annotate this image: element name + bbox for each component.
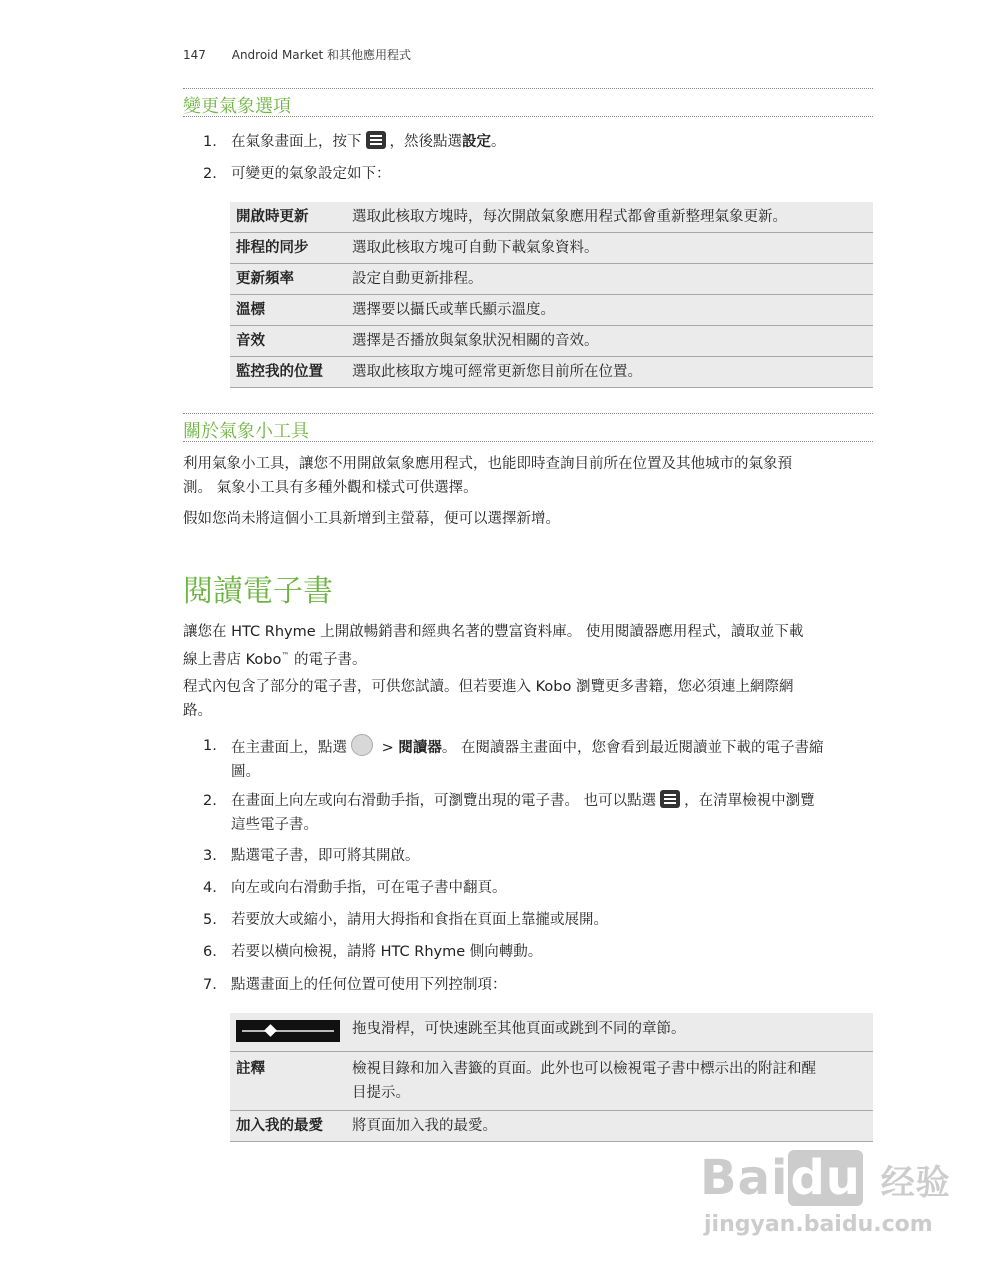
- reader-controls-table: [230, 1013, 873, 1142]
- trademark: ™: [281, 651, 290, 660]
- table-row: [230, 357, 873, 388]
- chapter-title: Android Market 和其他應用程式: [231, 48, 412, 62]
- text: 線上書店 Kobo: [183, 651, 282, 668]
- section-heading: 關於氣象小工具: [183, 421, 309, 442]
- setting-name: 音效: [230, 326, 346, 357]
- divider: [183, 441, 873, 442]
- step-text: ，然後點選: [389, 134, 462, 150]
- setting-desc: 設定自動更新排程。: [346, 264, 873, 295]
- setting-desc: 選取此核取方塊可經常更新您目前所在位置。: [346, 357, 873, 388]
- step-number: 3.: [203, 848, 217, 864]
- paragraph-line: 利用氣象小工具，讓您不用開啟氣象應用程式，也能即時查詢目前所在位置及其他城市的氣象預: [183, 456, 792, 472]
- step-text: 點選畫面上的任何位置可使用下列控制項：: [231, 977, 507, 993]
- watermark-cn: 经验: [880, 1163, 951, 1203]
- step-text: 在畫面上向左或向右滑動手指，可瀏覽出現的電子書。 也可以點選: [231, 793, 657, 809]
- divider: [183, 413, 873, 414]
- paragraph-line: 測。 氣象小工具有多種外觀和樣式可供選擇。: [183, 480, 478, 496]
- step-number: 1.: [203, 738, 217, 754]
- table-row: [230, 233, 873, 264]
- control-name: 註釋: [230, 1052, 346, 1111]
- paragraph-line: 讓您在 HTC Rhyme 上開啟暢銷書和經典名著的豐富資料庫。 使用閱讀器應用程式，讀取並下載: [183, 624, 804, 640]
- watermark-url: jingyan.baidu.com: [704, 1212, 933, 1237]
- section-heading: 變更氣象選項: [183, 96, 291, 117]
- step-bold: 閱讀器: [398, 740, 442, 756]
- paragraph-line: [183, 644, 873, 672]
- divider: [183, 88, 873, 89]
- all-apps-icon: [351, 734, 373, 756]
- step-number: 6.: [203, 944, 217, 960]
- table-row: [230, 264, 873, 295]
- table-row: [230, 1052, 873, 1111]
- slider-icon: [236, 1020, 340, 1042]
- step-text: 在氣象畫面上，按下: [231, 134, 362, 150]
- table-row: [230, 326, 873, 357]
- step-text: 可變更的氣象設定如下：: [231, 166, 391, 182]
- paragraph: 假如您尚未將這個小工具新增到主螢幕，便可以選擇新增。: [183, 511, 560, 527]
- control-name: 加入我的最愛: [230, 1111, 346, 1142]
- table-row: [230, 1013, 873, 1052]
- table-row: [230, 202, 873, 233]
- setting-name: 開啟時更新: [230, 202, 346, 233]
- page-header: [183, 46, 411, 63]
- step-text: 若要放大或縮小，請用大拇指和食指在頁面上靠攏或展開。: [231, 912, 608, 928]
- slider-cell: [230, 1013, 346, 1052]
- menu-icon: [660, 790, 680, 808]
- weather-settings-table: [230, 202, 873, 388]
- step-text: 。: [491, 134, 506, 150]
- setting-desc: 選取此核取方塊可自動下載氣象資料。: [346, 233, 873, 264]
- desc-line: 目提示。: [352, 1085, 410, 1101]
- step-bold: 設定: [462, 134, 491, 150]
- text: 的電子書。: [289, 651, 367, 668]
- paragraph-line: 程式內包含了部分的電子書，可供您試讀。但若要進入 Kobo 瀏覽更多書籍，您必須連上網際網: [183, 679, 794, 695]
- step-text: 向左或向右滑動手指，可在電子書中翻頁。: [231, 880, 507, 896]
- chapter-heading: 閱讀電子書: [183, 574, 333, 609]
- setting-name: 更新頻率: [230, 264, 346, 295]
- control-desc: [346, 1052, 873, 1111]
- table-row: [230, 1111, 873, 1142]
- step-text: 圖。: [231, 764, 260, 780]
- control-desc: 將頁面加入我的最愛。: [346, 1111, 873, 1142]
- table-row: [230, 295, 873, 326]
- control-desc: 拖曳滑桿，可快速跳至其他頁面或跳到不同的章節。: [346, 1013, 873, 1052]
- step-number: 2.: [203, 166, 217, 182]
- step-text: >: [377, 740, 399, 756]
- step-text: 若要以橫向檢視，請將 HTC Rhyme 側向轉動。: [231, 944, 543, 960]
- step-text: ，在清單檢視中瀏覽: [684, 793, 815, 809]
- setting-name: 監控我的位置: [230, 357, 346, 388]
- setting-name: 溫標: [230, 295, 346, 326]
- paragraph-line: 路。: [183, 703, 212, 719]
- desc-line: 檢視目錄和加入書籤的頁面。此外也可以檢視電子書中標示出的附註和醒: [352, 1061, 816, 1077]
- watermark-brand: Bai: [700, 1150, 789, 1206]
- watermark-logo: [700, 1150, 951, 1206]
- watermark-brand2: du: [790, 1150, 861, 1206]
- setting-desc: 選擇是否播放與氣象狀況相關的音效。: [346, 326, 873, 357]
- step-number: 1.: [203, 134, 217, 150]
- step-number: 2.: [203, 793, 217, 809]
- step-number: 7.: [203, 977, 217, 993]
- page-number: 147: [183, 48, 206, 62]
- paragraph: [183, 675, 873, 723]
- paragraph: [183, 452, 873, 500]
- step-number: 5.: [203, 912, 217, 928]
- setting-desc: 選擇要以攝氏或華氏顯示溫度。: [346, 295, 873, 326]
- menu-icon: [366, 131, 386, 149]
- setting-desc: 選取此核取方塊時，每次開啟氣象應用程式都會重新整理氣象更新。: [346, 202, 873, 233]
- step-text: 這些電子書。: [231, 817, 318, 833]
- step-text: 。 在閱讀器主畫面中，您會看到最近閱讀並下載的電子書縮: [441, 740, 824, 756]
- paragraph: [183, 620, 873, 672]
- divider: [183, 116, 873, 117]
- setting-name: 排程的同步: [230, 233, 346, 264]
- step-text: 在主畫面上，點選: [231, 740, 347, 756]
- step-number: 4.: [203, 880, 217, 896]
- step-text: 點選電子書，即可將其開啟。: [231, 848, 420, 864]
